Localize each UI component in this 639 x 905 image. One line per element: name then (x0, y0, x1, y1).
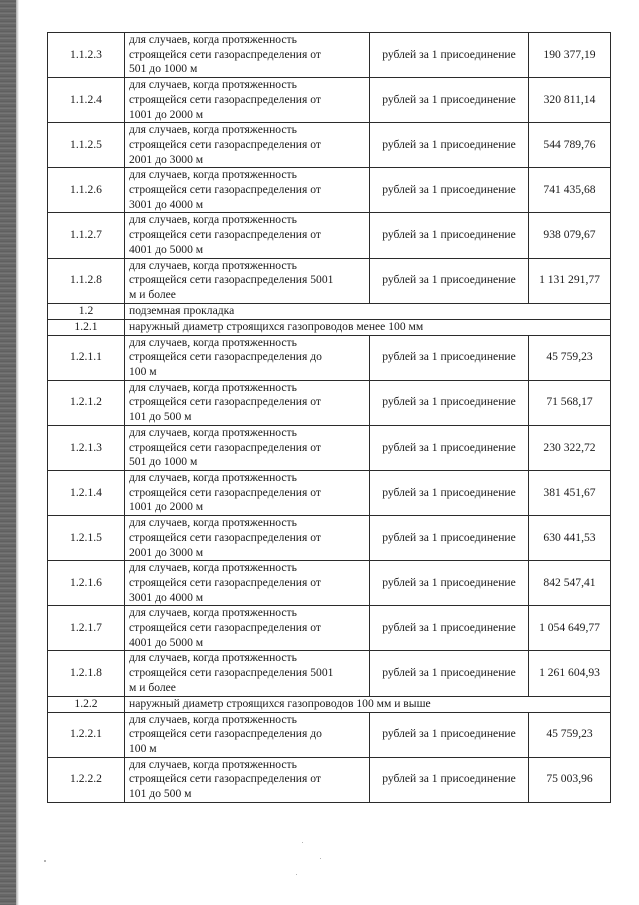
table-row (48, 258, 611, 303)
row-unit: рублей за 1 присоединение (370, 561, 529, 606)
table-row (48, 651, 611, 696)
row-description-text: для случаев, когда протяженность строящейся сети газораспределения от 4001 до 5000 м (129, 213, 321, 256)
row-value: 320 811,14 (529, 78, 611, 123)
row-description-text: для случаев, когда протяженность строящейся сети газораспределения от 2001 до 3000 м (129, 516, 321, 559)
row-value: 1 131 291,77 (529, 258, 611, 303)
row-unit: рублей за 1 присоединение (370, 33, 529, 78)
row-number: 1.1.2.8 (48, 258, 125, 303)
table-row (48, 425, 611, 470)
row-description-text: для случаев, когда протяженность строящейся сети газораспределения до 100 м (129, 335, 322, 379)
table-row (48, 757, 611, 802)
row-value: 45 759,23 (529, 335, 611, 380)
row-value: 741 435,68 (529, 168, 611, 213)
row-value: 1 054 649,77 (529, 606, 611, 651)
row-number: 1.1.2.3 (48, 33, 125, 78)
row-unit: рублей за 1 присоединение (370, 168, 529, 213)
row-description-text: для случаев, когда протяженность строящейся сети газораспределения до 100 м (129, 712, 322, 755)
row-description-text: для случаев, когда протяженность строящейся сети газораспределения 5001 м и более (129, 651, 334, 694)
table-row (48, 33, 611, 78)
row-number: 1.2.1.4 (48, 470, 125, 515)
row-description-text: для случаев, когда протяженность строящейся сети газораспределения от 501 до 1000 м (129, 425, 321, 469)
row-description-text: для случаев, когда протяженность строящейся сети газораспределения 5001 м и более (129, 258, 334, 301)
row-number: 1.2.1.2 (48, 380, 125, 425)
row-number: 1.1.2.6 (48, 168, 125, 213)
row-description-text: для случаев, когда протяженность строящейся сети газораспределения от 1001 до 2000 м (129, 470, 321, 514)
row-description (125, 425, 370, 470)
row-description (125, 561, 370, 606)
row-value: 1 261 604,93 (529, 651, 611, 696)
row-value: 938 079,67 (529, 213, 611, 258)
row-unit: рублей за 1 присоединение (370, 258, 529, 303)
row-description (125, 123, 370, 168)
table-row (48, 712, 611, 757)
row-description (125, 33, 370, 78)
row-value: 45 759,23 (529, 712, 611, 757)
row-value: 842 547,41 (529, 561, 611, 606)
row-value: 71 568,17 (529, 380, 611, 425)
row-unit: рублей за 1 присоединение (370, 380, 529, 425)
row-number: 1.2.2.2 (48, 757, 125, 802)
row-description-text: для случаев, когда протяженность строящейся сети газораспределения от 101 до 500 м (129, 757, 321, 801)
row-number: 1.2.1 (48, 319, 125, 335)
row-unit: рублей за 1 присоединение (370, 606, 529, 651)
row-number: 1.2.2 (48, 696, 125, 712)
row-number: 1.1.2.4 (48, 78, 125, 123)
section-title: подземная прокладка (125, 303, 611, 319)
table-row (48, 561, 611, 606)
table-row (48, 168, 611, 213)
table-row (48, 380, 611, 425)
row-unit: рублей за 1 присоединение (370, 712, 529, 757)
row-description (125, 606, 370, 651)
row-unit: рублей за 1 присоединение (370, 213, 529, 258)
row-number: 1.1.2.5 (48, 123, 125, 168)
scan-binding-edge (0, 0, 16, 905)
row-description (125, 258, 370, 303)
row-unit: рублей за 1 присоединение (370, 335, 529, 380)
row-number: 1.2.1.6 (48, 561, 125, 606)
row-number: 1.2.1.1 (48, 335, 125, 380)
table-section-row (48, 303, 611, 319)
table-row (48, 213, 611, 258)
row-description-text: для случаев, когда протяженность строящейся сети газораспределения от 501 до 1000 м (129, 33, 321, 76)
scan-speck (44, 860, 46, 862)
tariff-table-body (48, 33, 611, 803)
table-row (48, 606, 611, 651)
row-number: 1.2.2.1 (48, 712, 125, 757)
section-title: наружный диаметр строящихся газопроводов менее 100 мм (125, 319, 611, 335)
row-description (125, 757, 370, 802)
row-unit: рублей за 1 присоединение (370, 470, 529, 515)
row-number: 1.2 (48, 303, 125, 319)
scan-speck (302, 842, 303, 843)
table-row (48, 516, 611, 561)
row-description-text: для случаев, когда протяженность строящейся сети газораспределения от 2001 до 3000 м (129, 123, 321, 166)
table-row (48, 123, 611, 168)
row-value: 75 003,96 (529, 757, 611, 802)
scan-speck (320, 858, 321, 859)
row-value: 230 322,72 (529, 425, 611, 470)
row-description (125, 335, 370, 380)
row-number: 1.2.1.5 (48, 516, 125, 561)
row-description-text: для случаев, когда протяженность строящейся сети газораспределения от 1001 до 2000 м (129, 78, 321, 121)
row-number: 1.1.2.7 (48, 213, 125, 258)
row-number: 1.2.1.3 (48, 425, 125, 470)
row-unit: рублей за 1 присоединение (370, 123, 529, 168)
section-title: наружный диаметр строящихся газопроводов 100 мм и выше (125, 696, 611, 712)
table-section-row (48, 319, 611, 335)
row-unit: рублей за 1 присоединение (370, 757, 529, 802)
row-value: 381 451,67 (529, 470, 611, 515)
row-unit: рублей за 1 присоединение (370, 516, 529, 561)
row-unit: рублей за 1 присоединение (370, 78, 529, 123)
row-unit: рублей за 1 присоединение (370, 651, 529, 696)
row-description (125, 213, 370, 258)
row-description-text: для случаев, когда протяженность строящейся сети газораспределения от 101 до 500 м (129, 380, 321, 424)
table-section-row (48, 696, 611, 712)
row-description (125, 516, 370, 561)
row-description (125, 712, 370, 757)
row-unit: рублей за 1 присоединение (370, 425, 529, 470)
row-description (125, 651, 370, 696)
row-description (125, 380, 370, 425)
row-description (125, 470, 370, 515)
table-row (48, 335, 611, 380)
table-row (48, 470, 611, 515)
scan-speck (296, 874, 297, 875)
tariff-table (47, 32, 611, 803)
row-description (125, 168, 370, 213)
row-number: 1.2.1.7 (48, 606, 125, 651)
row-description-text: для случаев, когда протяженность строящейся сети газораспределения от 3001 до 4000 м (129, 168, 321, 211)
table-row (48, 78, 611, 123)
row-value: 544 789,76 (529, 123, 611, 168)
row-number: 1.2.1.8 (48, 651, 125, 696)
row-value: 190 377,19 (529, 33, 611, 78)
row-description-text: для случаев, когда протяженность строящейся сети газораспределения от 3001 до 4000 м (129, 561, 321, 604)
row-description (125, 78, 370, 123)
row-value: 630 441,53 (529, 516, 611, 561)
row-description-text: для случаев, когда протяженность строящейся сети газораспределения от 4001 до 5000 м (129, 606, 321, 649)
